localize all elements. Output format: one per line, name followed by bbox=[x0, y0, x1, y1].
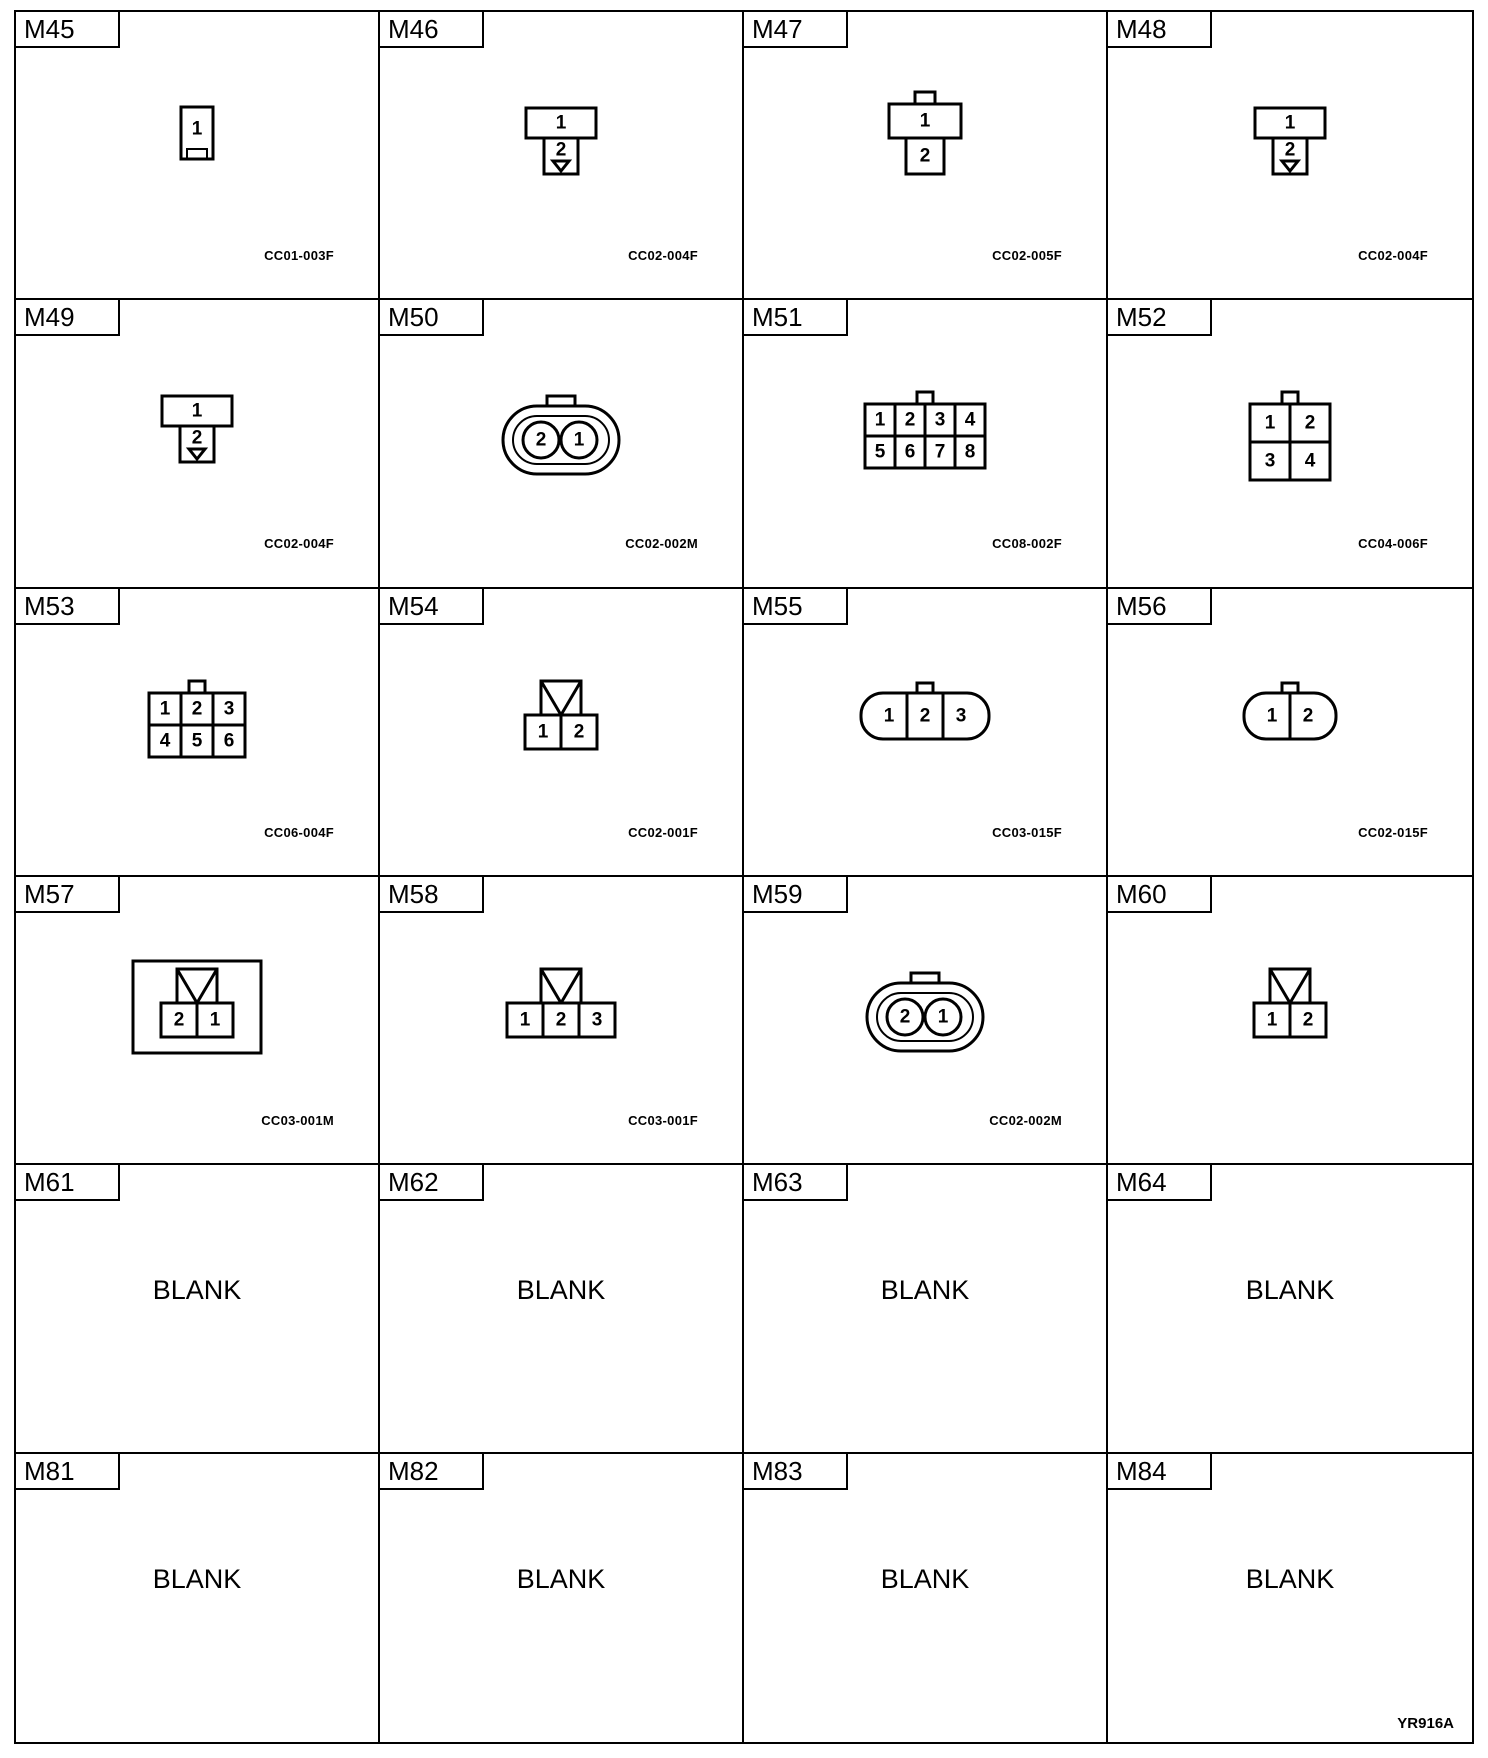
connector-cell-m56 bbox=[1108, 589, 1472, 877]
pin-number: 6 bbox=[223, 730, 235, 752]
part-number: CC02-001F bbox=[628, 824, 698, 840]
pin-number: 2 bbox=[919, 145, 931, 167]
connector-id: M52 bbox=[1108, 300, 1212, 336]
connector-cell-m46 bbox=[380, 12, 744, 300]
connector-id: M51 bbox=[744, 300, 848, 336]
connector-id: M50 bbox=[380, 300, 484, 336]
key-housing bbox=[541, 681, 581, 715]
key-housing bbox=[541, 969, 581, 1003]
connector-cell-m54 bbox=[380, 589, 744, 877]
part-number: CC02-015F bbox=[1358, 824, 1428, 840]
latch-tab bbox=[917, 392, 933, 404]
part-number: CC02-004F bbox=[1358, 248, 1428, 263]
pin-number: 2 bbox=[919, 705, 931, 727]
part-number: CC02-005F bbox=[992, 248, 1062, 263]
part-number: CC02-002M bbox=[989, 1113, 1062, 1128]
pin-number: 1 bbox=[191, 118, 203, 140]
connector-diagram bbox=[1108, 1454, 1472, 1742]
connector-cell-m47 bbox=[744, 12, 1108, 300]
connector-cell-m59 bbox=[744, 877, 1108, 1165]
connector-diagram bbox=[744, 1165, 1106, 1451]
connector-diagram bbox=[744, 1454, 1106, 1742]
connector-diagram bbox=[16, 1454, 378, 1742]
pin-number: 2 bbox=[899, 1006, 911, 1028]
pin-number: 1 bbox=[883, 705, 895, 727]
blank-label: BLANK bbox=[516, 1275, 606, 1306]
pin-number: 4 bbox=[964, 409, 976, 431]
pin-number: 4 bbox=[1304, 450, 1316, 472]
connector-id: M62 bbox=[380, 1165, 484, 1201]
pin-number: 1 bbox=[209, 1009, 221, 1031]
connector-cell-m57 bbox=[16, 877, 380, 1165]
connector-id: M49 bbox=[16, 300, 120, 336]
pin-number: 1 bbox=[573, 429, 585, 451]
connector-id: M48 bbox=[1108, 12, 1212, 48]
connector-cell-m63 bbox=[744, 1165, 1108, 1453]
pin-number: 2 bbox=[191, 427, 203, 449]
pin-number: 1 bbox=[937, 1006, 949, 1028]
blank-label: BLANK bbox=[516, 1563, 606, 1594]
blank-label: BLANK bbox=[152, 1563, 242, 1594]
blank-label: BLANK bbox=[880, 1275, 970, 1306]
pin-number: 1 bbox=[1266, 705, 1278, 727]
connector-id: M59 bbox=[744, 877, 848, 913]
connector-id: M63 bbox=[744, 1165, 848, 1201]
pin-number: 1 bbox=[1264, 412, 1276, 434]
connector-cell-m55 bbox=[744, 589, 1108, 877]
drawing-code: YR916A bbox=[1397, 1715, 1454, 1732]
pin-number: 3 bbox=[955, 705, 967, 727]
pin-number: 2 bbox=[1284, 139, 1296, 161]
connector-cell-m61 bbox=[16, 1165, 380, 1453]
pin-number: 5 bbox=[874, 441, 886, 463]
pin-number: 2 bbox=[191, 698, 203, 720]
pin-number: 5 bbox=[191, 730, 203, 752]
part-number: CC03-015F bbox=[992, 824, 1062, 840]
connector-id: M84 bbox=[1108, 1454, 1212, 1490]
latch-tab bbox=[189, 681, 205, 693]
blank-label: BLANK bbox=[152, 1275, 242, 1306]
connector-diagram bbox=[1108, 877, 1472, 1163]
pin-number: 2 bbox=[555, 1009, 567, 1031]
pin-number: 4 bbox=[159, 730, 171, 752]
connector-id: M46 bbox=[380, 12, 484, 48]
connector-cell-m48 bbox=[1108, 12, 1472, 300]
blank-label: BLANK bbox=[1245, 1275, 1335, 1306]
pin-number: 8 bbox=[964, 441, 976, 463]
connector-cell-m58 bbox=[380, 877, 744, 1165]
connector-cell-m49 bbox=[16, 300, 380, 588]
part-number: CC02-004F bbox=[628, 248, 698, 263]
blank-label: BLANK bbox=[880, 1563, 970, 1594]
pin-number: 1 bbox=[537, 721, 549, 743]
pin-number: 2 bbox=[1304, 412, 1316, 434]
connector-diagram bbox=[380, 1165, 742, 1451]
part-number: CC01-003F bbox=[264, 248, 334, 263]
connector-cell-m82 bbox=[380, 1454, 744, 1742]
connector-cell-m60 bbox=[1108, 877, 1472, 1165]
part-number: CC03-001M bbox=[261, 1113, 334, 1128]
connector-id: M82 bbox=[380, 1454, 484, 1490]
connector-id: M60 bbox=[1108, 877, 1212, 913]
pin-number: 7 bbox=[934, 441, 946, 463]
pin-number: 3 bbox=[223, 698, 235, 720]
key-housing bbox=[1270, 969, 1310, 1003]
part-number: CC04-006F bbox=[1358, 536, 1428, 552]
pin-number: 3 bbox=[1264, 450, 1276, 472]
connector-grid bbox=[14, 10, 1474, 1744]
pin-number: 1 bbox=[191, 400, 203, 422]
connector-id: M58 bbox=[380, 877, 484, 913]
pin-number: 6 bbox=[904, 441, 916, 463]
key-housing bbox=[177, 969, 217, 1003]
pin-number: 2 bbox=[1302, 1009, 1314, 1031]
part-number: CC08-002F bbox=[992, 536, 1062, 552]
pin-number: 1 bbox=[874, 409, 886, 431]
connector-id: M81 bbox=[16, 1454, 120, 1490]
part-number: CC02-004F bbox=[264, 536, 334, 552]
pin-number: 3 bbox=[934, 409, 946, 431]
pin-number: 1 bbox=[1284, 112, 1296, 134]
connector-cell-m62 bbox=[380, 1165, 744, 1453]
pin-number: 2 bbox=[1302, 705, 1314, 727]
pin-number: 1 bbox=[159, 698, 171, 720]
connector-diagram bbox=[1108, 1165, 1472, 1451]
pin-number: 2 bbox=[555, 139, 567, 161]
part-number: CC02-002M bbox=[625, 536, 698, 552]
connector-id: M56 bbox=[1108, 589, 1212, 625]
connector-id: M57 bbox=[16, 877, 120, 913]
pin-number: 1 bbox=[555, 112, 567, 134]
latch-tab bbox=[915, 92, 935, 104]
connector-id: M83 bbox=[744, 1454, 848, 1490]
pin-number: 3 bbox=[591, 1009, 603, 1031]
connector-id: M53 bbox=[16, 589, 120, 625]
connector-cell-m81 bbox=[16, 1454, 380, 1742]
connector-cell-m64 bbox=[1108, 1165, 1472, 1453]
connector-cell-m52 bbox=[1108, 300, 1472, 588]
connector-cell-m83 bbox=[744, 1454, 1108, 1742]
pin-number: 1 bbox=[519, 1009, 531, 1031]
pin-number: 2 bbox=[573, 721, 585, 743]
pin-number: 2 bbox=[173, 1009, 185, 1031]
connector-cell-m84 bbox=[1108, 1454, 1472, 1742]
pin-number: 1 bbox=[919, 110, 931, 132]
part-number: CC06-004F bbox=[264, 824, 334, 840]
connector-cell-m50 bbox=[380, 300, 744, 588]
latch-tab bbox=[1282, 392, 1298, 404]
connector-diagram bbox=[380, 1454, 742, 1742]
connector-cell-m51 bbox=[744, 300, 1108, 588]
connector-id: M45 bbox=[16, 12, 120, 48]
pin-number: 2 bbox=[904, 409, 916, 431]
connector-diagram bbox=[16, 1165, 378, 1451]
pin-number: 2 bbox=[535, 429, 547, 451]
connector-cell-m45 bbox=[16, 12, 380, 300]
connector-id: M54 bbox=[380, 589, 484, 625]
connector-id: M55 bbox=[744, 589, 848, 625]
pin-number: 1 bbox=[1266, 1009, 1278, 1031]
blank-label: BLANK bbox=[1245, 1563, 1335, 1594]
part-number: CC03-001F bbox=[628, 1113, 698, 1128]
connector-id: M61 bbox=[16, 1165, 120, 1201]
connector-id: M47 bbox=[744, 12, 848, 48]
connector-cell-m53 bbox=[16, 589, 380, 877]
connector-id: M64 bbox=[1108, 1165, 1212, 1201]
